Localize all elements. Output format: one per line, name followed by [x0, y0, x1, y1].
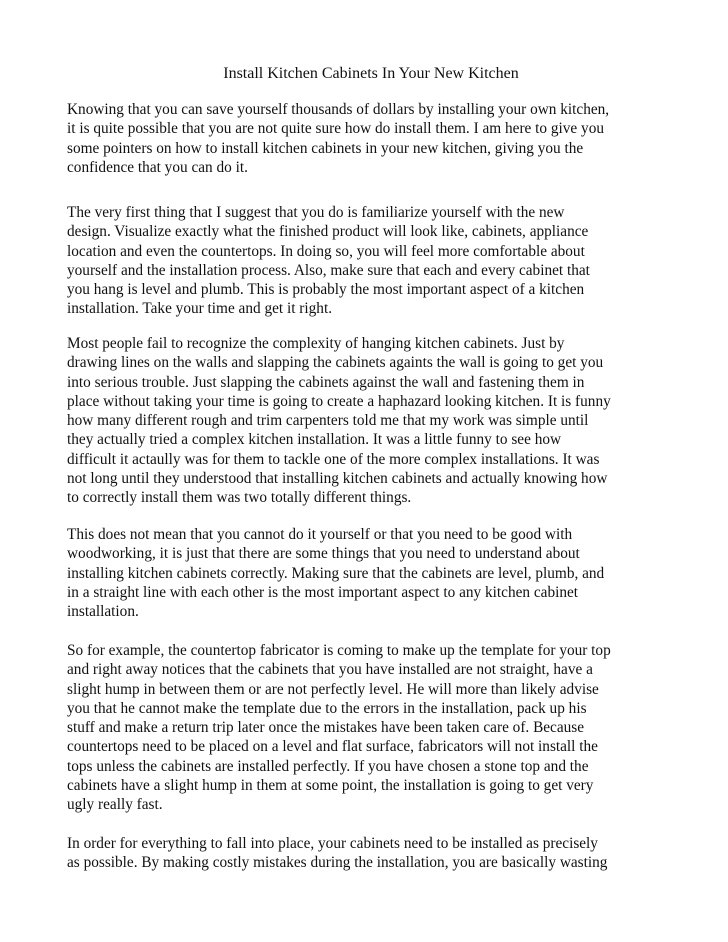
paragraph-line: to correctly install them was two totally different things.: [67, 489, 412, 507]
paragraph-line: This does not mean that you cannot do it yourself or that you need to be good with: [67, 526, 573, 543]
paragraph-line: and right away notices that the cabinets that you have installed are not straight, have a: [67, 661, 593, 679]
paragraph-line: So for example, the countertop fabricator is coming to make up the template for your top: [67, 642, 611, 659]
paragraph-line: installation. Take your time and get it right.: [67, 300, 333, 318]
paragraph-line: as possible. By making costly mistakes during the installation, you are basically wasting: [67, 854, 608, 872]
paragraph-line: countertops need to be placed on a level and flat surface, fabricators will not install the: [67, 738, 598, 756]
paragraph-line: location and even the countertops. In doing so, you will feel more comfortable about: [67, 242, 585, 260]
paragraph-line: place without taking your time is going to create a haphazard looking kitchen. It is funny: [67, 392, 611, 410]
paragraph-line: not long until they understood that installing kitchen cabinets and actually knowing how: [67, 470, 608, 488]
paragraph-2: [67, 203, 667, 319]
paragraph-1: [67, 100, 667, 177]
paragraph-line: confidence that you can do it.: [67, 158, 248, 176]
paragraph-5: [67, 641, 667, 815]
paragraph-line: drawing lines on the walls and slapping the cabinets againts the wall is going to get you: [67, 354, 604, 372]
paragraph-line: they actually tried a complex kitchen installation. It was a little funny to see how: [67, 431, 562, 449]
paragraph-line: slight hump in between them or are not perfectly level. He will more than likely advise: [67, 680, 599, 698]
paragraph-line: Most people fail to recognize the complexity of hanging kitchen cabinets. Just by: [67, 335, 565, 352]
paragraph-line: you that he cannot make the template due to the errors in the installation, pack up his: [67, 699, 587, 717]
paragraph-line: how many different rough and trim carpenters told me that my work was simple until: [67, 412, 589, 430]
paragraph-line: cabinets have a slight hump in them at some point, the installation is going to get very: [67, 777, 594, 795]
paragraph-line: it is quite possible that you are not quite sure how do install them. I am here to give you: [67, 120, 604, 138]
paragraph-line: yourself and the installation process. Also, make sure that each and every cabinet that: [67, 261, 590, 279]
paragraph-line: In order for everything to fall into place, your cabinets need to be installed as precisely: [67, 835, 598, 852]
paragraph-line: into serious trouble. Just slapping the cabinets against the wall and fastening them in: [67, 373, 585, 391]
paragraph-line: stuff and make a return trip later once the mistakes have been taken care of. Because: [67, 719, 585, 737]
paragraph-4: [67, 525, 667, 621]
paragraph-6: [67, 834, 667, 873]
paragraph-line: installing kitchen cabinets correctly. Making sure that the cabinets are level, plumb, and: [67, 564, 605, 582]
paragraph-3: [67, 334, 667, 508]
paragraph-line: difficult it actaully was for them to tackle one of the more complex installations. It was: [67, 450, 600, 468]
paragraph-line: ugly really fast.: [67, 796, 163, 814]
document-title: Install Kitchen Cabinets In Your New Kitchen: [223, 65, 519, 82]
paragraph-line: installation.: [67, 603, 139, 621]
paragraph-line: in a straight line with each other is the most important aspect to any kitchen cabinet: [67, 583, 579, 601]
paragraph-line: some pointers on how to install kitchen cabinets in your new kitchen, giving you the: [67, 139, 584, 157]
paragraph-line: tops unless the cabinets are installed perfectly. If you have chosen a stone top and the: [67, 757, 589, 775]
paragraph-line: Knowing that you can save yourself thousands of dollars by installing your own kitchen,: [67, 101, 610, 118]
paragraph-line: The very first thing that I suggest that you do is familiarize yourself with the new: [67, 204, 565, 221]
paragraph-line: you hang is level and plumb. This is probably the most important aspect of a kitchen: [67, 281, 585, 299]
paragraph-line: woodworking, it is just that there are some things that you need to understand about: [67, 545, 580, 563]
paragraph-line: design. Visualize exactly what the finished product will look like, cabinets, appliance: [67, 223, 589, 241]
